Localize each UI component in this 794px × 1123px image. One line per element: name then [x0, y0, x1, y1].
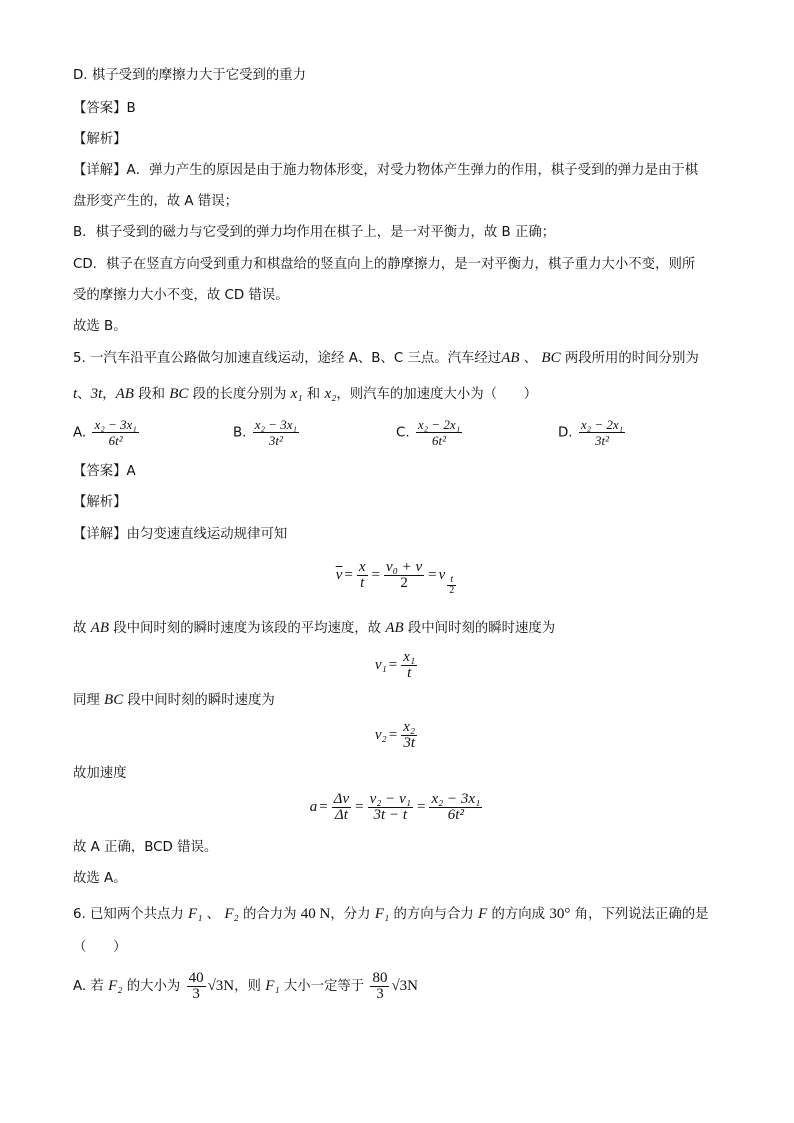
q5-option-b[interactable]: B. $\frac{\text{x₂ − 3x₁}}{\text{3t²}}$	[233, 417, 298, 448]
q4-detail-line-4: CD．棋子在竖直方向受到重力和棋盘给的竖直向上的静摩擦力，是一对平衡力，棋子重力大小不变，则所	[73, 257, 696, 272]
q5-stem-line-2: t、3t，AB 段和 BC 段的长度分别为 x₁ 和 x₂，则汽车的加速度大小为（ ）	[73, 386, 538, 402]
q5-option-c[interactable]: C. $\frac{\text{x₂ − 2x₁}}{\text{6t²}}$	[396, 417, 461, 448]
q5-option-b-fraction: $\frac{\text{x₂ − 3x₁}}{\text{3t²}}$	[254, 417, 298, 448]
equation-acceleration: a = $\frac{\Delta v}{\Delta t}$ = $\frac{\text{v₂ − v₁}}{3t - t}$ = $\frac{\text{x₂ − 3x₁}}{\text{6t²}}$	[309, 791, 481, 823]
q5-option-d-fraction: $\frac{\text{x₂ − 2x₁}}{\text{3t²}}$	[580, 417, 624, 448]
equation-v2: v₂ = $\frac{\text{x₂}}{3t}$	[374, 719, 416, 751]
q5-acceleration-text: 故加速度	[73, 766, 127, 781]
q6-stem-line-2: （ ）	[73, 940, 127, 955]
q5-option-d[interactable]: D. $\frac{\text{x₂ − 2x₁}}{\text{3t²}}$	[558, 417, 624, 448]
q5-detail-intro: 【详解】由匀变速直线运动规律可知	[73, 527, 288, 542]
q5-conclusion: 故选 A。	[73, 871, 127, 886]
q6-stem-line-1: 6. 已知两个共点力 F₁ 、 F₂ 的合力为 40 N，分力 F₁ 的方向与合力 F 的方向成 30° 角，下列说法正确的是	[73, 906, 709, 922]
q5-bc-midpoint-text: 同理 BC 段中间时刻的瞬时速度为	[73, 692, 275, 708]
q5-option-c-fraction: $\frac{\text{x₂ − 2x₁}}{\text{6t²}}$	[417, 417, 461, 448]
q5-result: 故 A 正确，BCD 错误。	[73, 840, 218, 855]
q4-conclusion: 故选 B。	[73, 319, 127, 334]
q5-analysis-heading: 【解析】	[73, 495, 127, 510]
q4-detail-line-3: B．棋子受到的磁力与它受到的弹力均作用在棋子上，是一对平衡力，故 B 正确；	[73, 225, 556, 240]
q4-detail-line-2: 盘形变产生的，故 A 错误；	[73, 194, 238, 209]
q4-detail-line-5: 受的摩擦力大小不变，故 CD 错误。	[73, 288, 289, 303]
q6-option-a[interactable]: A. 若 F₂ 的大小为 $\frac{40}{3}$ √3N，则 F₁ 大小一定等于 $\frac{80}{3}$ √3N	[73, 969, 419, 1002]
q4-detail-line-1: 【详解】A．弹力产生的原因是由于施力物体形变，对受力物体产生弹力的作用，棋子受到的弹力是由于棋	[73, 163, 699, 178]
q5-ab-midpoint-text: 故 AB 段中间时刻的瞬时速度为该段的平均速度，故 AB 段中间时刻的瞬时速度为	[73, 620, 556, 636]
q5-stem-line-1: 5. 一汽车沿平直公路做匀加速直线运动，途经 A、B、C 三点。汽车经过AB 、 BC 两段所用的时间分别为	[73, 350, 699, 366]
q4-answer: 【答案】B	[73, 101, 136, 116]
equation-v1: v₁ = $\frac{\text{x₁}}{t}$	[374, 649, 416, 681]
equation-average-velocity: $\overline{v}$ = $\frac{x}{t}$ = $\frac{\text{v₀ + v}}{2}$ = v $\frac{t}{2}$	[335, 559, 455, 596]
q4-analysis-heading: 【解析】	[73, 132, 127, 147]
q5-option-a[interactable]: A. $\frac{\text{x₂ − 3x₁}}{\text{6t²}}$	[73, 417, 137, 448]
q5-answer: 【答案】A	[73, 464, 136, 479]
q4-option-d: D. 棋子受到的摩擦力大于它受到的重力	[73, 68, 307, 83]
q5-option-a-fraction: $\frac{\text{x₂ − 3x₁}}{\text{6t²}}$	[94, 417, 137, 448]
